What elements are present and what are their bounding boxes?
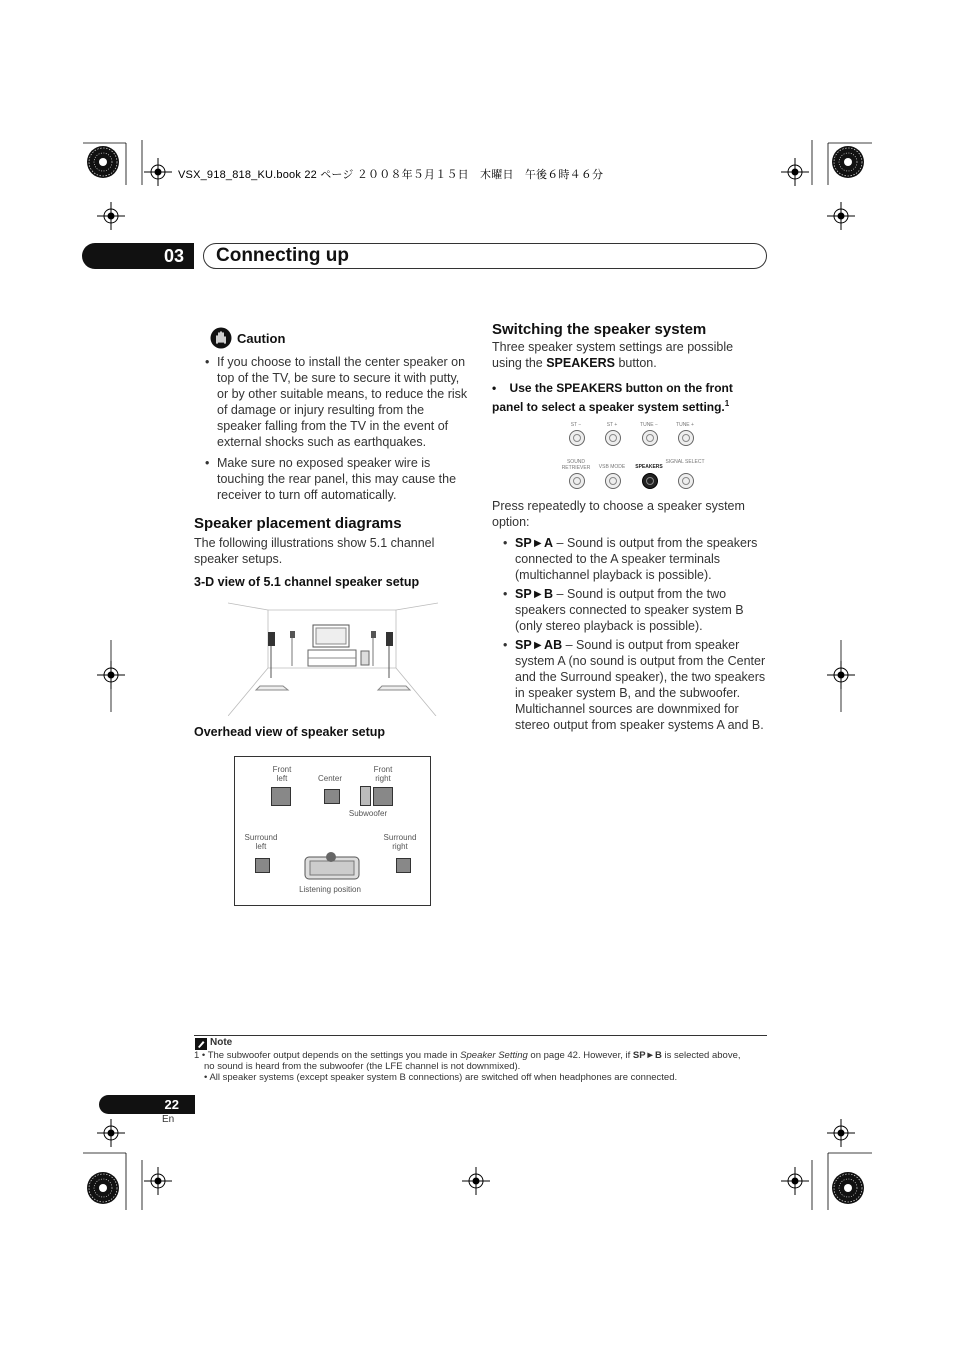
bullet: •	[503, 587, 508, 601]
switching-heading: Switching the speaker system	[492, 321, 707, 338]
st-minus-button	[569, 430, 585, 446]
note-line-2: no sound is heard from the subwoofer (the LFE channel is not downmixed).	[204, 1061, 521, 1072]
bullet: •	[503, 536, 508, 550]
center-speaker	[324, 789, 340, 804]
bullet: •	[205, 355, 210, 369]
listening-position-label: Listening position	[299, 885, 361, 894]
overhead-heading: Overhead view of speaker setup	[194, 725, 386, 739]
panel-label-sound-retriever: SOUND RETRIEVER	[561, 459, 591, 471]
view3d-heading: 3-D view of 5.1 channel speaker setup	[194, 575, 420, 589]
sound-retriever-button	[569, 473, 585, 489]
st-plus-button	[605, 430, 621, 446]
note-label: Note	[210, 1037, 233, 1048]
panel-label-signal-select: SIGNAL SELECT	[665, 459, 705, 465]
subwoofer-label: Subwoofer	[348, 809, 388, 818]
page-number: 22	[99, 1095, 195, 1114]
panel-label-vsb-mode: VSB MODE	[598, 464, 626, 470]
surround-left-speaker	[255, 858, 270, 873]
chapter-number: 03	[82, 243, 194, 269]
subwoofer	[360, 786, 371, 806]
speakers-button	[642, 473, 658, 489]
signal-select-button	[678, 473, 694, 489]
footnote-ref: 1	[724, 399, 730, 408]
front-panel-illustration	[556, 420, 706, 492]
page-language: En	[162, 1114, 175, 1125]
overhead-diagram	[234, 756, 431, 906]
switching-intro: Three speaker system settings are possible using the SPEAKERS button.	[492, 340, 734, 370]
placement-heading: Speaker placement diagrams	[194, 515, 402, 532]
note-pencil-icon	[195, 1038, 207, 1050]
surround-right-speaker	[396, 858, 411, 873]
press-instruction: Press repeatedly to choose a speaker system option:	[492, 499, 745, 529]
center-label: Center	[317, 774, 342, 783]
front-left-label: Front left	[272, 765, 292, 783]
sofa-icon	[304, 851, 360, 881]
bullet: •	[503, 638, 508, 652]
note-line-1: 1 • The subwoofer output depends on the settings you made in Speaker Setting on page 42. However, if SP►B is selected above,	[194, 1050, 741, 1061]
file-header: VSX_918_818_KU.book 22 ページ ２００８年５月１５日 木曜日 午後６時４６分	[178, 169, 604, 181]
note-divider	[194, 1035, 767, 1036]
tune-minus-button	[642, 430, 658, 446]
bullet: •	[205, 456, 210, 470]
bullet: •	[492, 381, 510, 395]
note-line-3: • All speaker systems (except speaker system B connections) are switched off when headphones are connected.	[204, 1072, 678, 1083]
panel-label-st-plus: ST +	[606, 422, 618, 428]
caution-item	[205, 354, 469, 450]
front-right-label: Front right	[373, 765, 393, 783]
tune-plus-button	[678, 430, 694, 446]
panel-label-speakers: SPEAKERS	[635, 464, 663, 470]
switching-step: • Use the SPEAKERS button on the front panel to select a speaker system setting.$^1$	[492, 381, 733, 414]
caution-label: Caution	[237, 331, 286, 346]
panel-label-tune-plus: TUNE +	[676, 422, 694, 428]
front-right-speaker	[373, 787, 393, 806]
panel-label-st-minus: ST −	[570, 422, 582, 428]
option-item: • SP►A – Sound is output from the speakers connected to the A speaker terminals (multichannel playback is possible).	[503, 536, 758, 582]
panel-label-tune-minus: TUNE −	[640, 422, 658, 428]
vsb-mode-button	[605, 473, 621, 489]
caution-item	[205, 455, 469, 503]
chapter-title: Connecting up	[203, 243, 767, 269]
surround-left-label: Surround left	[244, 833, 278, 851]
caution-item-text: If you choose to install the center speaker on top of the TV, be sure to secure it with putty, or by other suitable means, to reduce the risk of damage or injury resulting from the speaker falling from the TV in the event of external shocks such as earthquakes.	[217, 355, 468, 449]
caution-hand-icon	[210, 327, 232, 349]
caution-item-text: Make sure no exposed speaker wire is touching the rear panel, this may cause the receiver to turn off automatically.	[217, 456, 457, 502]
option-item: • SP►B – Sound is output from the two speakers connected to speaker system B (only stereo playback is possible).	[503, 587, 744, 633]
3d-speaker-setup-illustration	[228, 598, 438, 716]
option-item: • SP►AB – Sound is output from speaker system A (no sound is output from the Center and the Surround speaker), the two speakers in speaker system B, and the subwoofer. Multichannel sources are downmixed for stereo output from speaker systems A and B.	[503, 638, 766, 732]
front-left-speaker	[271, 787, 291, 806]
placement-intro: The following illustrations show 5.1 channel speaker setups.	[194, 536, 435, 566]
surround-right-label: Surround right	[383, 833, 417, 851]
